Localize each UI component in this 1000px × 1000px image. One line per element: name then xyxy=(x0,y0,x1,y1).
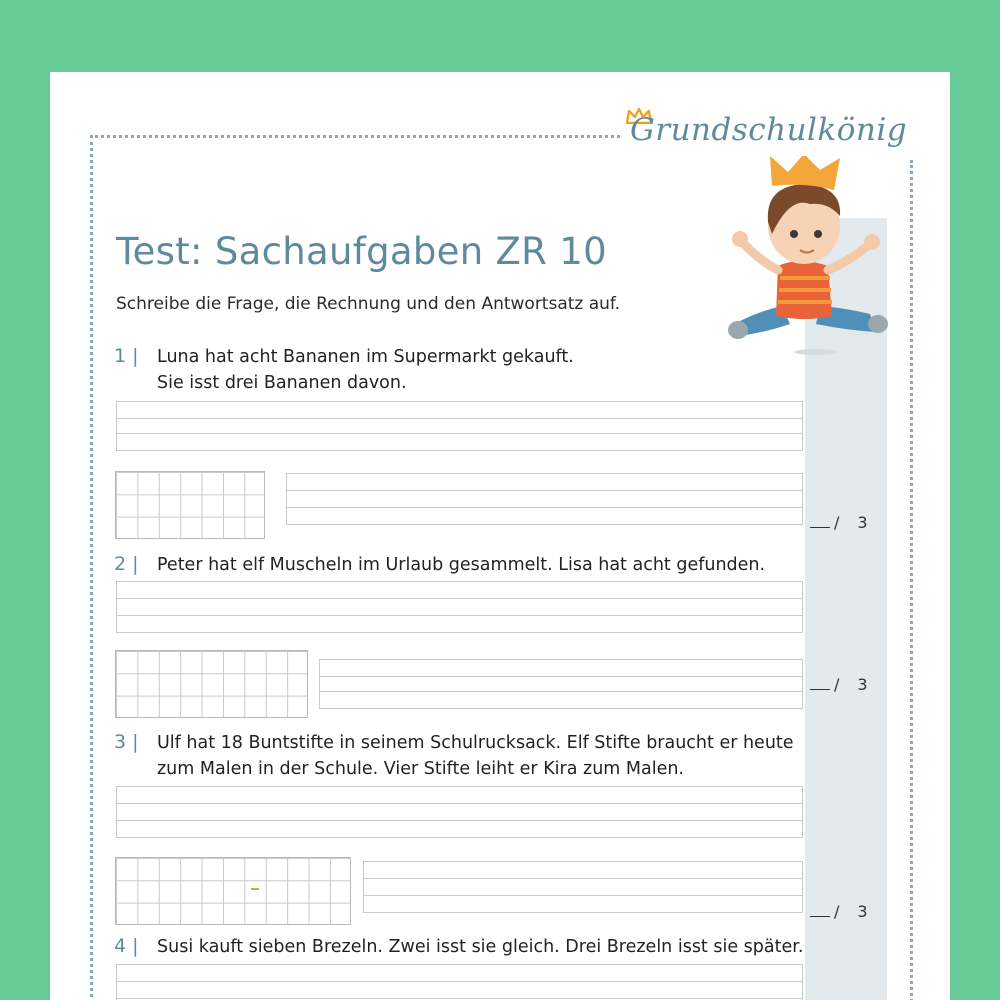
task-text-line: Peter hat elf Muscheln im Urlaub gesammelt. Lisa hat acht gefunden. xyxy=(157,555,766,575)
calculation-grid[interactable] xyxy=(115,650,308,718)
question-writing-lines[interactable] xyxy=(116,964,803,1000)
question-writing-lines[interactable] xyxy=(116,401,803,451)
task-text-line: zum Malen in der Schule. Vier Stifte leiht er Kira zum Malen. xyxy=(157,759,684,779)
points-max: 3 xyxy=(857,902,868,921)
task-text-line: Sie isst drei Bananen davon. xyxy=(157,373,407,393)
boy-with-crown-illustration xyxy=(720,156,900,356)
question-writing-lines[interactable] xyxy=(116,786,803,838)
dotted-frame-right xyxy=(910,160,913,1000)
points-score: / 3 xyxy=(810,902,868,921)
answer-writing-lines[interactable] xyxy=(319,659,803,709)
points-score: / 3 xyxy=(810,513,868,532)
worksheet-page xyxy=(50,72,950,1000)
question-writing-lines[interactable] xyxy=(116,581,803,633)
task-number: 1 | xyxy=(114,345,139,367)
task-number: 4 | xyxy=(114,935,139,957)
instruction-text: Schreibe die Frage, die Rechnung und den Antwortsatz auf. xyxy=(116,294,621,314)
task-text-line: Susi kauft sieben Brezeln. Zwei isst sie gleich. Drei Brezeln isst sie später. xyxy=(157,937,804,957)
task-number: 3 | xyxy=(114,731,139,753)
points-blank[interactable] xyxy=(810,902,830,917)
brand-logo: Grundschulkönig xyxy=(630,112,908,148)
task-text-line: Luna hat acht Bananen im Supermarkt gekauft. xyxy=(157,347,574,367)
points-max: 3 xyxy=(857,513,868,532)
calculation-grid[interactable] xyxy=(115,471,265,539)
points-blank[interactable] xyxy=(810,513,830,528)
points-max: 3 xyxy=(857,675,868,694)
dotted-frame-top xyxy=(90,135,620,138)
task-text-line: Ulf hat 18 Buntstifte in seinem Schulrucksack. Elf Stifte braucht er heute xyxy=(157,733,794,753)
answer-writing-lines[interactable] xyxy=(286,473,803,525)
dotted-frame-left xyxy=(90,135,93,1000)
calculation-grid[interactable] xyxy=(115,857,351,925)
task-number: 2 | xyxy=(114,553,139,575)
points-score: / 3 xyxy=(810,675,868,694)
page-title: Test: Sachaufgaben ZR 10 xyxy=(116,230,607,273)
points-blank[interactable] xyxy=(810,675,830,690)
pen-mark xyxy=(251,888,259,890)
answer-writing-lines[interactable] xyxy=(363,861,803,913)
